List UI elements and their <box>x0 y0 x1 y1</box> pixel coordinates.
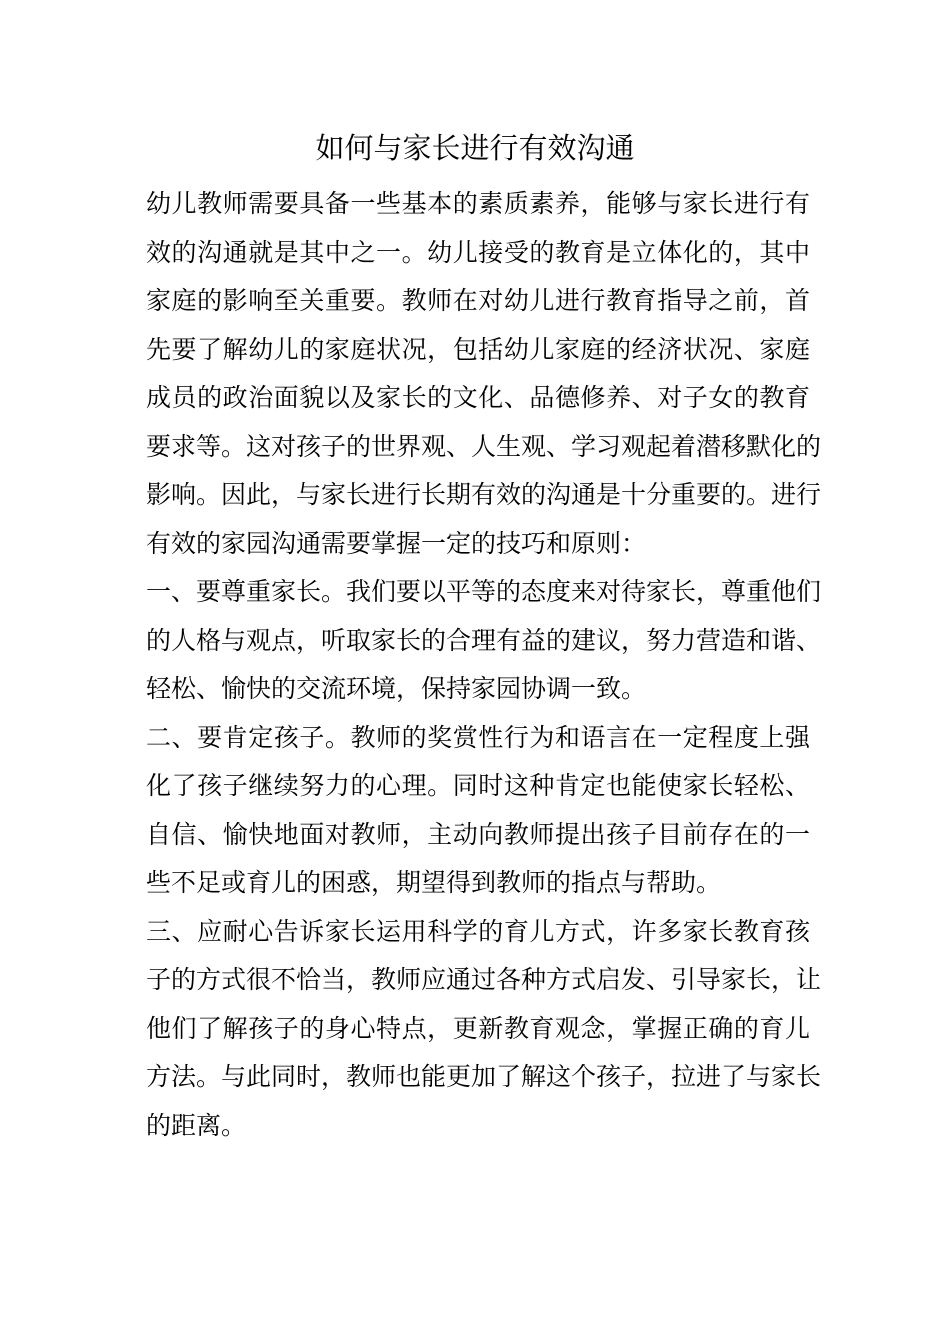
text-line: 他们了解孩子的身心特点，更新教育观念，掌握正确的育儿 <box>146 1013 810 1043</box>
text-line: 二、要肯定孩子。教师的奖赏性行为和语言在一定程度上强 <box>146 722 810 752</box>
text-line: 化了孩子继续努力的心理。同时这种肯定也能使家长轻松、 <box>146 771 810 800</box>
document-body <box>146 180 822 1150</box>
text-line: 的距离。 <box>146 1110 247 1140</box>
text-line: 三、应耐心告诉家长运用科学的育儿方式，许多家长教育孩 <box>146 916 810 946</box>
text-line: 先要了解幼儿的家庭状况，包括幼儿家庭的经济状况、家庭 <box>146 334 810 364</box>
text-line: 有效的家园沟通需要掌握一定的技巧和原则： <box>146 528 647 558</box>
document-title: 如何与家长进行有效沟通 <box>315 131 635 165</box>
text-line: 自信、愉快地面对教师，主动向教师提出孩子目前存在的一 <box>146 819 810 849</box>
text-line: 轻松、愉快的交流环境，保持家园协调一致。 <box>146 674 647 703</box>
text-line: 方法。与此同时，教师也能更加了解这个孩子，拉进了与家长 <box>146 1062 822 1091</box>
text-line: 一、要尊重家长。我们要以平等的态度来对待家长，尊重他们 <box>146 577 822 606</box>
text-line: 影响。因此，与家长进行长期有效的沟通是十分重要的。进行 <box>146 480 822 509</box>
text-line: 的人格与观点，听取家长的合理有益的建议，努力营造和谐、 <box>146 625 822 655</box>
text-line: 要求等。这对孩子的世界观、人生观、学习观起着潜移默化的 <box>146 431 822 461</box>
text-line: 家庭的影响至关重要。教师在对幼儿进行教育指导之前，首 <box>146 286 810 315</box>
text-line: 些不足或育儿的困惑，期望得到教师的指点与帮助。 <box>146 868 722 897</box>
text-line: 效的沟通就是其中之一。幼儿接受的教育是立体化的，其中 <box>146 237 810 267</box>
text-line: 成员的政治面貌以及家长的文化、品德修养、对子女的教育 <box>146 383 810 412</box>
text-line: 幼儿教师需要具备一些基本的素质素养，能够与家长进行有 <box>146 189 810 218</box>
text-line: 子的方式很不恰当，教师应通过各种方式启发、引导家长，让 <box>146 965 822 994</box>
